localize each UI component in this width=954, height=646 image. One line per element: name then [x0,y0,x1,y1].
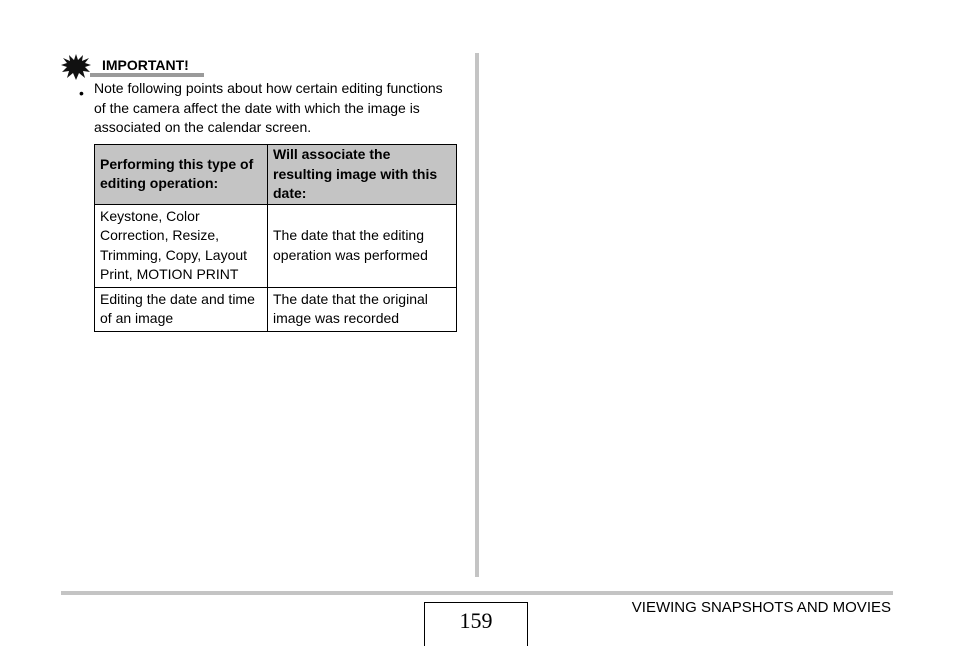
note-text: Note following points about how certain editing functions of the camera affect the date with which the image is associated on the calendar screen. [94,80,443,135]
bullet-marker: • [79,85,84,101]
important-heading: IMPORTANT! [102,57,189,73]
table-header-row [95,145,457,205]
starburst-icon [61,54,91,80]
page-number: 159 [424,602,528,646]
section-title: VIEWING SNAPSHOTS AND MOVIES [631,599,891,616]
table-row [95,204,457,287]
table-cell: Keystone, Color Correction, Resize, Trimming, Copy, Layout Print, MOTION PRINT [95,204,268,287]
important-underline [90,73,204,77]
table-header-cell: Will associate the resulting image with this date: [268,145,457,205]
table-cell: The date that the original image was recorded [268,287,457,331]
editing-date-table [94,144,457,332]
table-header-cell: Performing this type of editing operation: [95,145,268,205]
footer-rule [61,591,893,595]
column-divider [475,53,479,577]
table-cell: Editing the date and time of an image [95,287,268,331]
table-row [95,287,457,331]
table-cell: The date that the editing operation was performed [268,204,457,287]
